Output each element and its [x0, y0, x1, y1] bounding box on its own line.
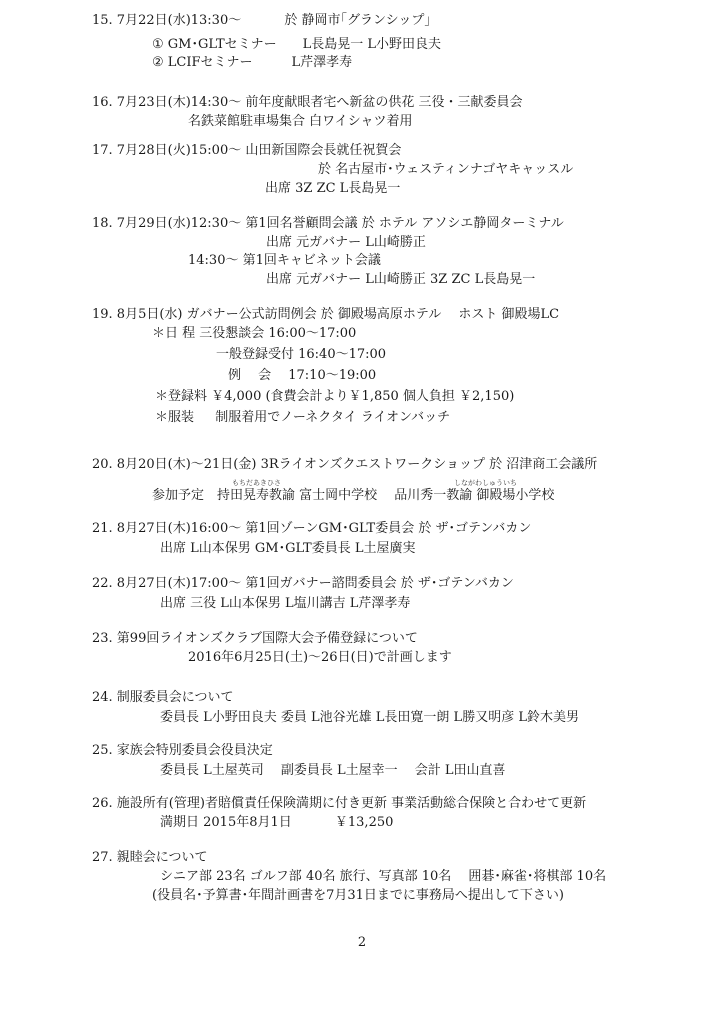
- item-16-line-1: 16. 7月23日(木)14:30～ 前年度献眼者宅へ新盆の供花 三役・三献委員会: [92, 95, 523, 110]
- item-15-line-1: 15. 7月22日(水)13:30～ 於 静岡市｢グランシップ｣: [92, 13, 431, 28]
- item-17-line-2: 於 名古屋市･ウェスティンナゴヤキャッスル: [318, 162, 574, 177]
- item-18-line-2: 出席 元ガバナー L山崎勝正: [266, 235, 426, 250]
- item-16-line-2: 名鉄菜館駐車場集合 白ワイシャツ着用: [188, 114, 413, 129]
- item-25-line-1: 25. 家族会特別委員会役員決定: [92, 743, 273, 758]
- ruby-mochida: もちだあきひさ: [232, 479, 281, 487]
- item-19-line-5: ＊登録料 ￥4,000 (食費会計より￥1,850 個人負担 ￥2,150): [155, 389, 515, 404]
- item-25-line-2: 委員長 L土屋英司 副委員長 L土屋幸一 会計 L田山直喜: [160, 763, 506, 778]
- item-18-line-4: 出席 元ガバナー L山崎勝正 3Z ZC L長島晃一: [266, 272, 536, 287]
- item-19-line-4: 例 会 17:10～19:00: [228, 368, 377, 383]
- item-26-line-2: 満期日 2015年8月1日 ￥13,250: [160, 815, 394, 830]
- item-27-line-3: (役員名･予算書･年間計画書を7月31日までに事務局へ提出して下さい): [152, 888, 564, 903]
- item-23-line-1: 23. 第99回ライオンズクラブ国際大会予備登録について: [92, 631, 418, 646]
- item-24-line-1: 24. 制服委員会について: [92, 690, 234, 705]
- item-19-line-2: ＊日 程 三役懇談会 16:00～17:00: [152, 326, 357, 341]
- ruby-shinagawa: しながわしゅういち: [454, 479, 517, 487]
- item-15-line-3: ② LCIFセミナー L芹澤孝寿: [152, 55, 353, 70]
- item-15-line-2: ① GM･GLTセミナー L長島晃一 L小野田良夫: [152, 37, 442, 52]
- item-21-line-1: 21. 8月27日(木)16:00～ 第1回ゾーンGM･GLT委員会 於 ザ･ゴテンバカン: [92, 521, 532, 536]
- item-20-line-2: 参加予定 持田晃寿教諭 富士岡中学校 品川秀一教諭 御殿場小学校: [152, 488, 555, 503]
- item-19-line-3: 一般登録受付 16:40～17:00: [216, 347, 387, 362]
- item-23-line-2: 2016年6月25日(土)～26日(日)で計画します: [188, 650, 452, 665]
- item-27-line-2: シニア部 23名 ゴルフ部 40名 旅行、写真部 10名 囲碁･麻雀･将棋部 10名: [160, 869, 607, 884]
- item-20-line-1: 20. 8月20日(木)～21日(金) 3Rライオンズクエストワークショップ 於 沼津商工会議所: [92, 457, 598, 472]
- item-17-line-1: 17. 7月28日(火)15:00～ 山田新国際会長就任祝賀会: [92, 143, 402, 158]
- item-24-line-2: 委員長 L小野田良夫 委員 L池谷光雄 L長田寛一朗 L勝又明彦 L鈴木美男: [160, 710, 579, 725]
- item-17-line-3: 出席 3Z ZC L長島晃一: [265, 181, 401, 196]
- item-18-line-3: 14:30～ 第1回キャビネット会議: [188, 253, 381, 268]
- item-27-line-1: 27. 親睦会について: [92, 850, 208, 865]
- item-18-line-1: 18. 7月29日(水)12:30～ 第1回名誉顧問会議 於 ホテル アソシエ静岡ターミナル: [92, 216, 564, 231]
- item-21-line-2: 出席 L山本保男 GM･GLT委員長 L土屋廣実: [160, 541, 416, 556]
- item-19-line-1: 19. 8月5日(水) ガバナー公式訪問例会 於 御殿場高原ホテル ホスト 御殿場LC: [92, 307, 560, 322]
- item-22-line-2: 出席 三役 L山本保男 L塩川講吉 L芹澤孝寿: [160, 596, 411, 611]
- page-number: 2: [357, 935, 367, 950]
- item-19-line-6: ＊服装 制服着用でノーネクタイ ライオンバッチ: [155, 410, 451, 425]
- item-26-line-1: 26. 施設所有(管理)者賠償責任保険満期に付き更新 事業活動総合保険と合わせて更新: [92, 796, 587, 811]
- item-22-line-1: 22. 8月27日(木)17:00～ 第1回ガバナー諮問委員会 於 ザ･ゴテンバカン: [92, 576, 514, 591]
